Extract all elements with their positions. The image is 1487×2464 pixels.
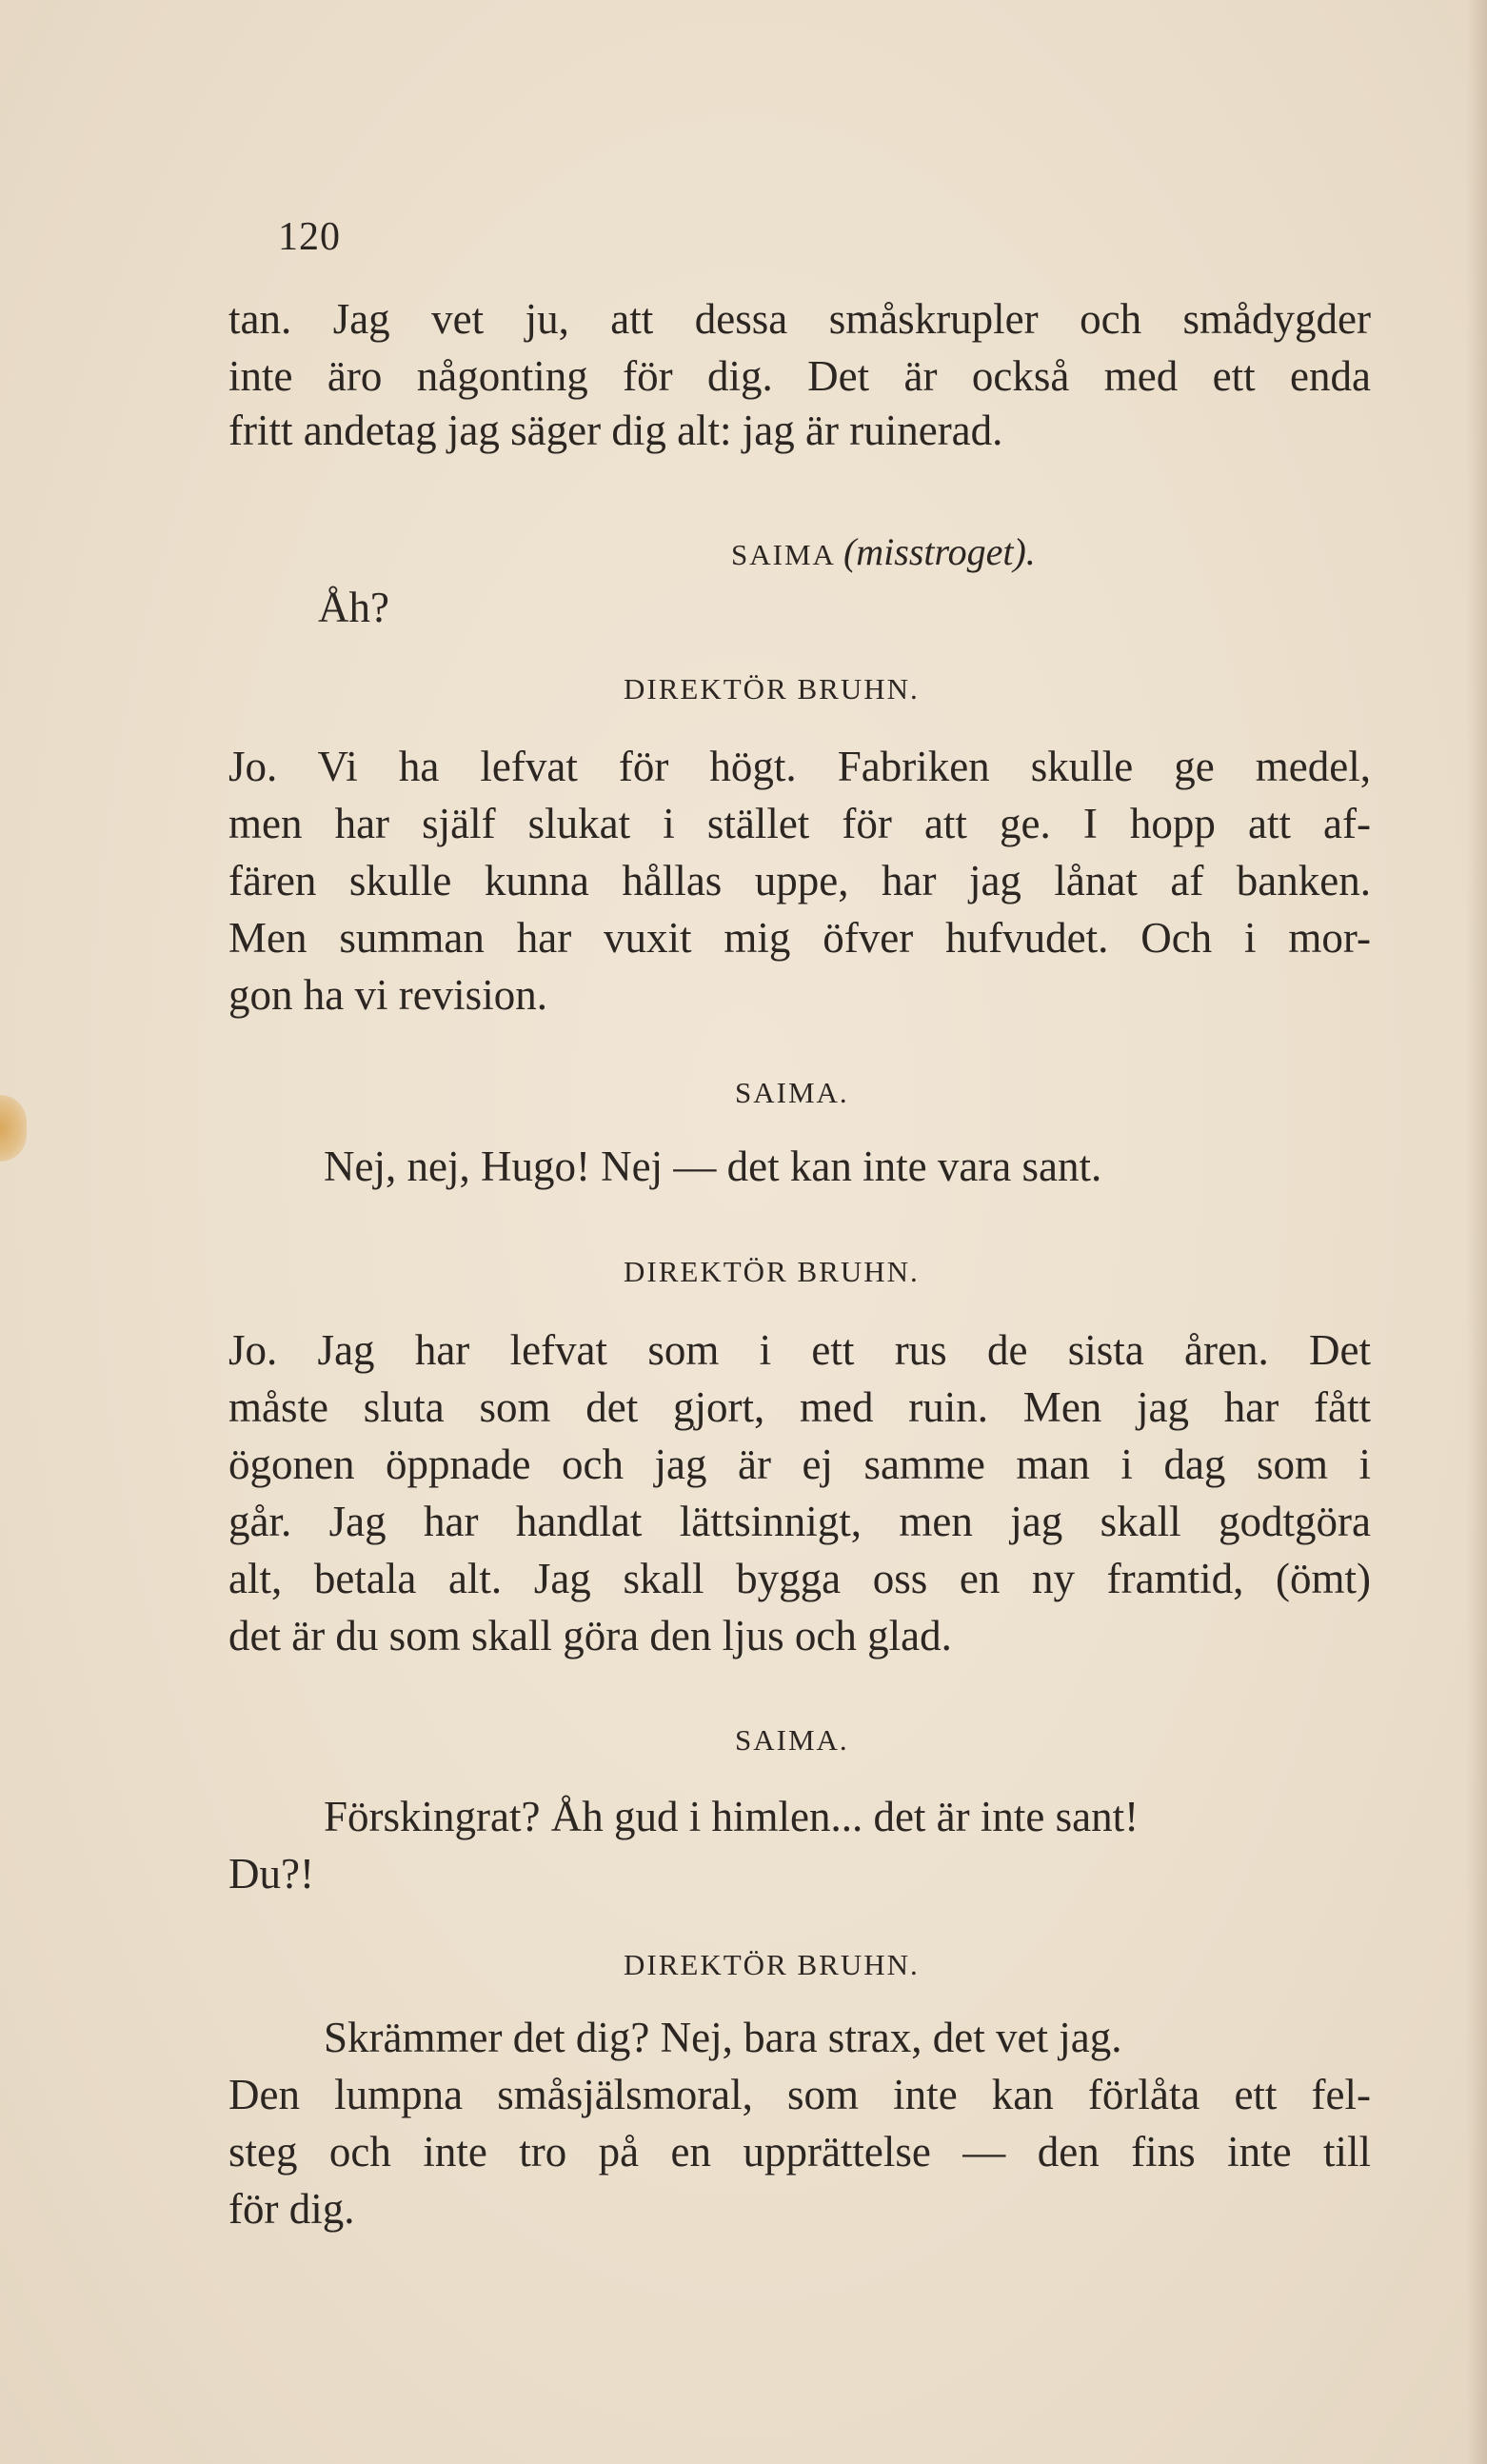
stage-direction: (misstroget). bbox=[843, 530, 1036, 573]
speaker-heading: SAIMA. bbox=[735, 1723, 849, 1757]
text-line: går. Jag har handlat lättsinnigt, men jag skall godtgöra bbox=[228, 1498, 1371, 1545]
text-line: fären skulle kunna hållas uppe, har jag lånat af banken. bbox=[228, 857, 1371, 904]
text-line: ögonen öppnade och jag är ej samme man i dag som i bbox=[228, 1441, 1371, 1488]
speaker-heading: SAIMA. bbox=[735, 1076, 849, 1109]
text-line: Jo. Jag har lefvat som i ett rus de sista åren. Det bbox=[228, 1326, 1371, 1374]
text-line: Jo. Vi ha lefvat för högt. Fabriken skulle ge medel, bbox=[228, 743, 1371, 790]
text-line: Nej, nej, Hugo! Nej — det kan inte vara sant. bbox=[324, 1143, 1102, 1190]
text-line: Åh? bbox=[318, 584, 389, 631]
text-line: Men summan har vuxit mig öfver hufvudet. Och i mor- bbox=[228, 914, 1371, 962]
speaker-heading: DIREKTÖR BRUHN. bbox=[624, 1255, 920, 1288]
text-line: det är du som skall göra den ljus och glad. bbox=[228, 1612, 952, 1659]
text-line: måste sluta som det gjort, med ruin. Men jag har fått bbox=[228, 1383, 1371, 1431]
speaker-heading bbox=[731, 529, 1036, 574]
speaker-name: SAIMA bbox=[731, 538, 835, 571]
text-line: Du?! bbox=[228, 1850, 314, 1898]
text-line: fritt andetag jag säger dig alt: jag är ruinerad. bbox=[228, 407, 1003, 454]
page-number: 120 bbox=[278, 215, 341, 259]
text-line: steg och inte tro på en upprättelse — den fins inte till bbox=[228, 2128, 1371, 2176]
speaker-heading: DIREKTÖR BRUHN. bbox=[624, 1948, 920, 1981]
text-line: gon ha vi revision. bbox=[228, 971, 547, 1019]
text-line: inte äro någonting för dig. Det är också med ett enda bbox=[228, 352, 1371, 400]
page-edge-stain bbox=[0, 1095, 27, 1162]
text-line: alt, betala alt. Jag skall bygga oss en ny framtid, (ömt) bbox=[228, 1555, 1371, 1602]
text-line: Skrämmer det dig? Nej, bara strax, det vet jag. bbox=[324, 2014, 1122, 2061]
text-line: för dig. bbox=[228, 2185, 355, 2233]
text-line: Förskingrat? Åh gud i himlen... det är inte sant! bbox=[324, 1793, 1140, 1840]
speaker-heading: DIREKTÖR BRUHN. bbox=[624, 672, 920, 705]
text-line: Den lumpna småsjälsmoral, som inte kan förlåta ett fel- bbox=[228, 2071, 1371, 2118]
page-edge-shadow bbox=[1466, 0, 1487, 2464]
text-line: men har själf slukat i stället för att ge. I hopp att af- bbox=[228, 800, 1371, 847]
text-line: tan. Jag vet ju, att dessa småskrupler och smådygder bbox=[228, 295, 1371, 343]
